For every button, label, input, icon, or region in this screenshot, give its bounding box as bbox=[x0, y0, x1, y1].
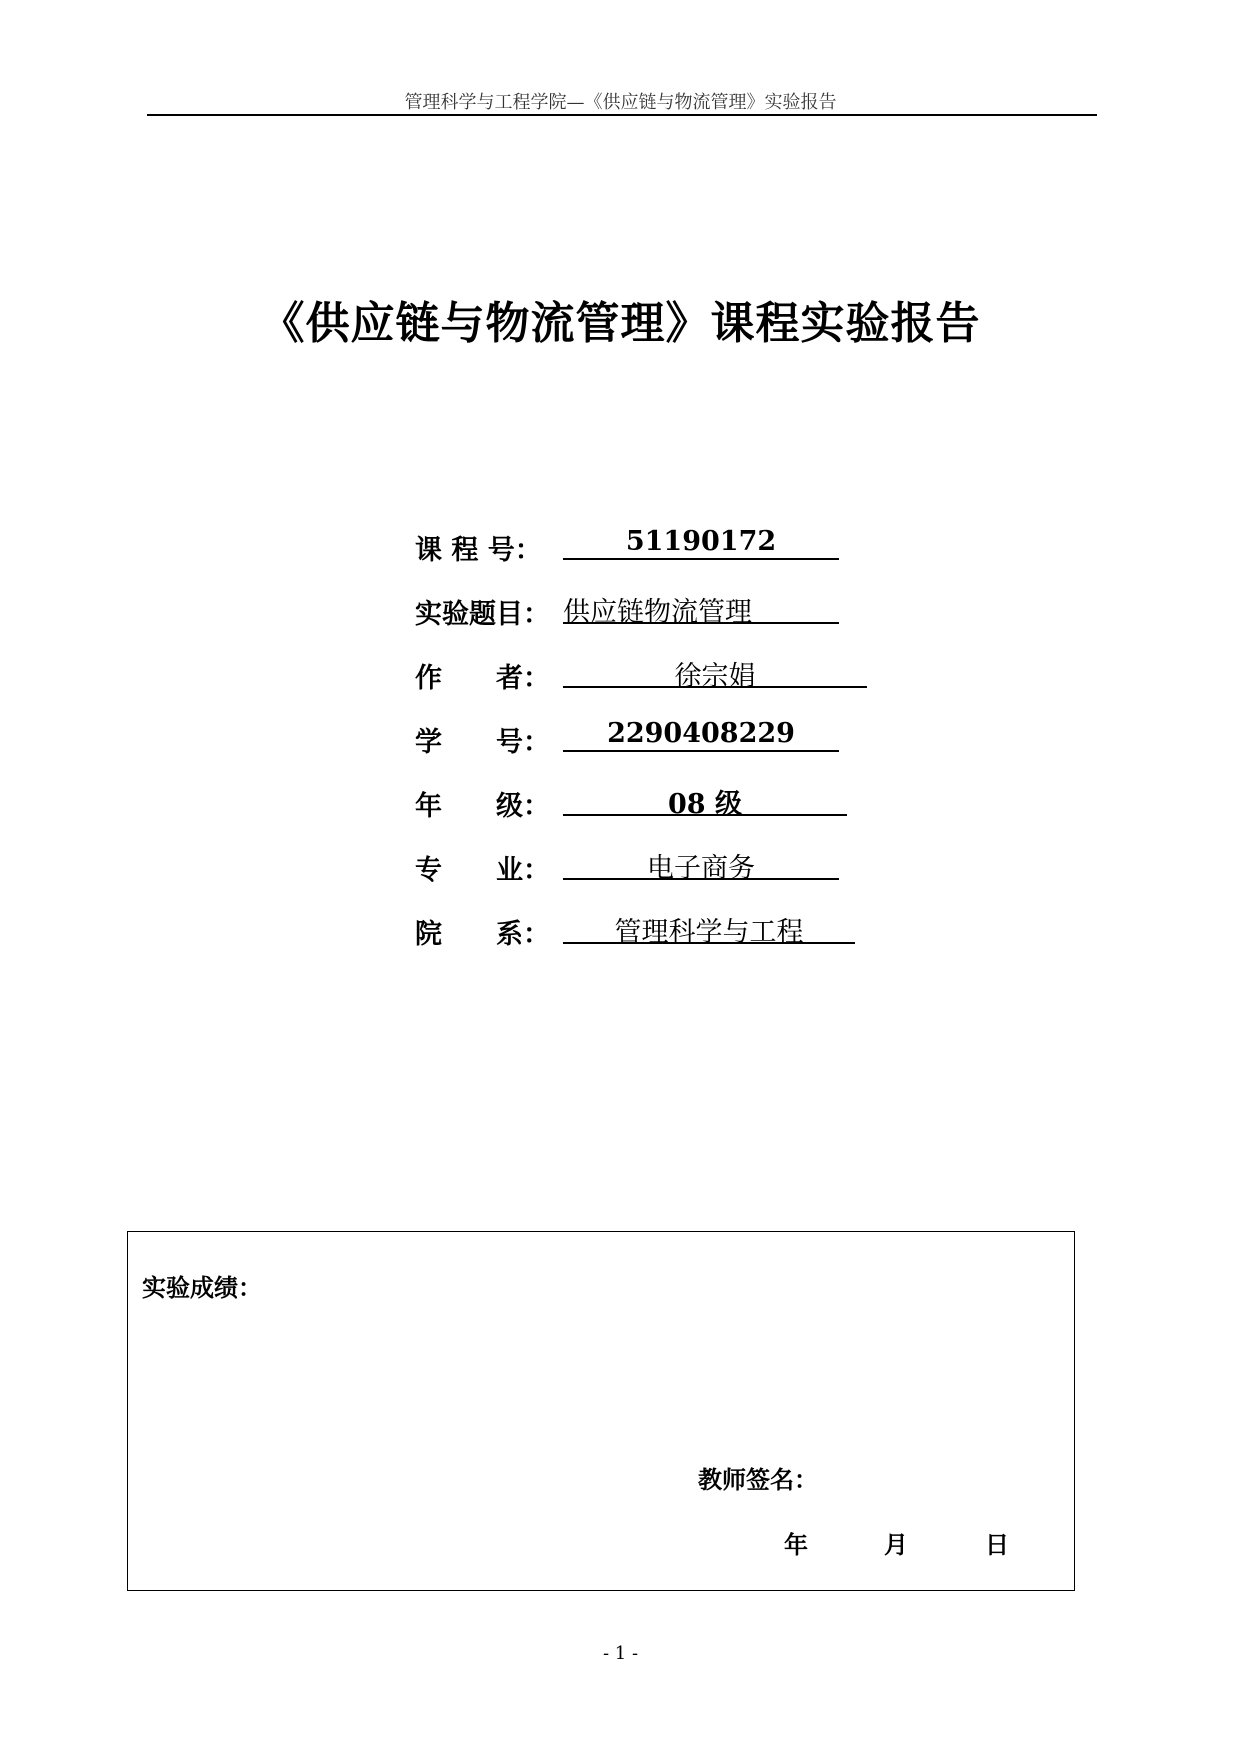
field-value: 51190172 bbox=[563, 526, 839, 560]
field-label: 院 系： bbox=[415, 919, 550, 950]
grade-label: 实验成绩： bbox=[142, 1273, 262, 1302]
date-month-label: 月 bbox=[884, 1530, 908, 1559]
field-value: 08 级 bbox=[563, 782, 847, 816]
field-label: 课 程 号： bbox=[415, 535, 542, 566]
field-value: 管理科学与工程 bbox=[563, 910, 855, 944]
field-label: 作 者： bbox=[415, 663, 550, 694]
date-day-label: 日 bbox=[985, 1530, 1009, 1559]
grade-box bbox=[127, 1231, 1075, 1591]
field-label: 年 级： bbox=[415, 791, 550, 822]
field-value: 徐宗娟 bbox=[563, 654, 867, 688]
field-label: 学 号： bbox=[415, 727, 550, 758]
header-text: 管理科学与工程学院—《供应链与物流管理》实验报告 bbox=[404, 92, 837, 113]
report-title: 《供应链与物流管理》课程实验报告 bbox=[260, 298, 981, 349]
teacher-signature-label: 教师签名： bbox=[698, 1465, 818, 1494]
field-value: 电子商务 bbox=[563, 846, 839, 880]
header-divider bbox=[147, 114, 1097, 116]
field-value: 2290408229 bbox=[563, 718, 839, 752]
date-year-label: 年 bbox=[784, 1530, 808, 1559]
field-value: 供应链物流管理 bbox=[563, 590, 839, 624]
field-label: 实验题目： bbox=[415, 599, 550, 630]
page-number: - 1 - bbox=[602, 1643, 639, 1664]
field-label: 专 业： bbox=[415, 855, 550, 886]
